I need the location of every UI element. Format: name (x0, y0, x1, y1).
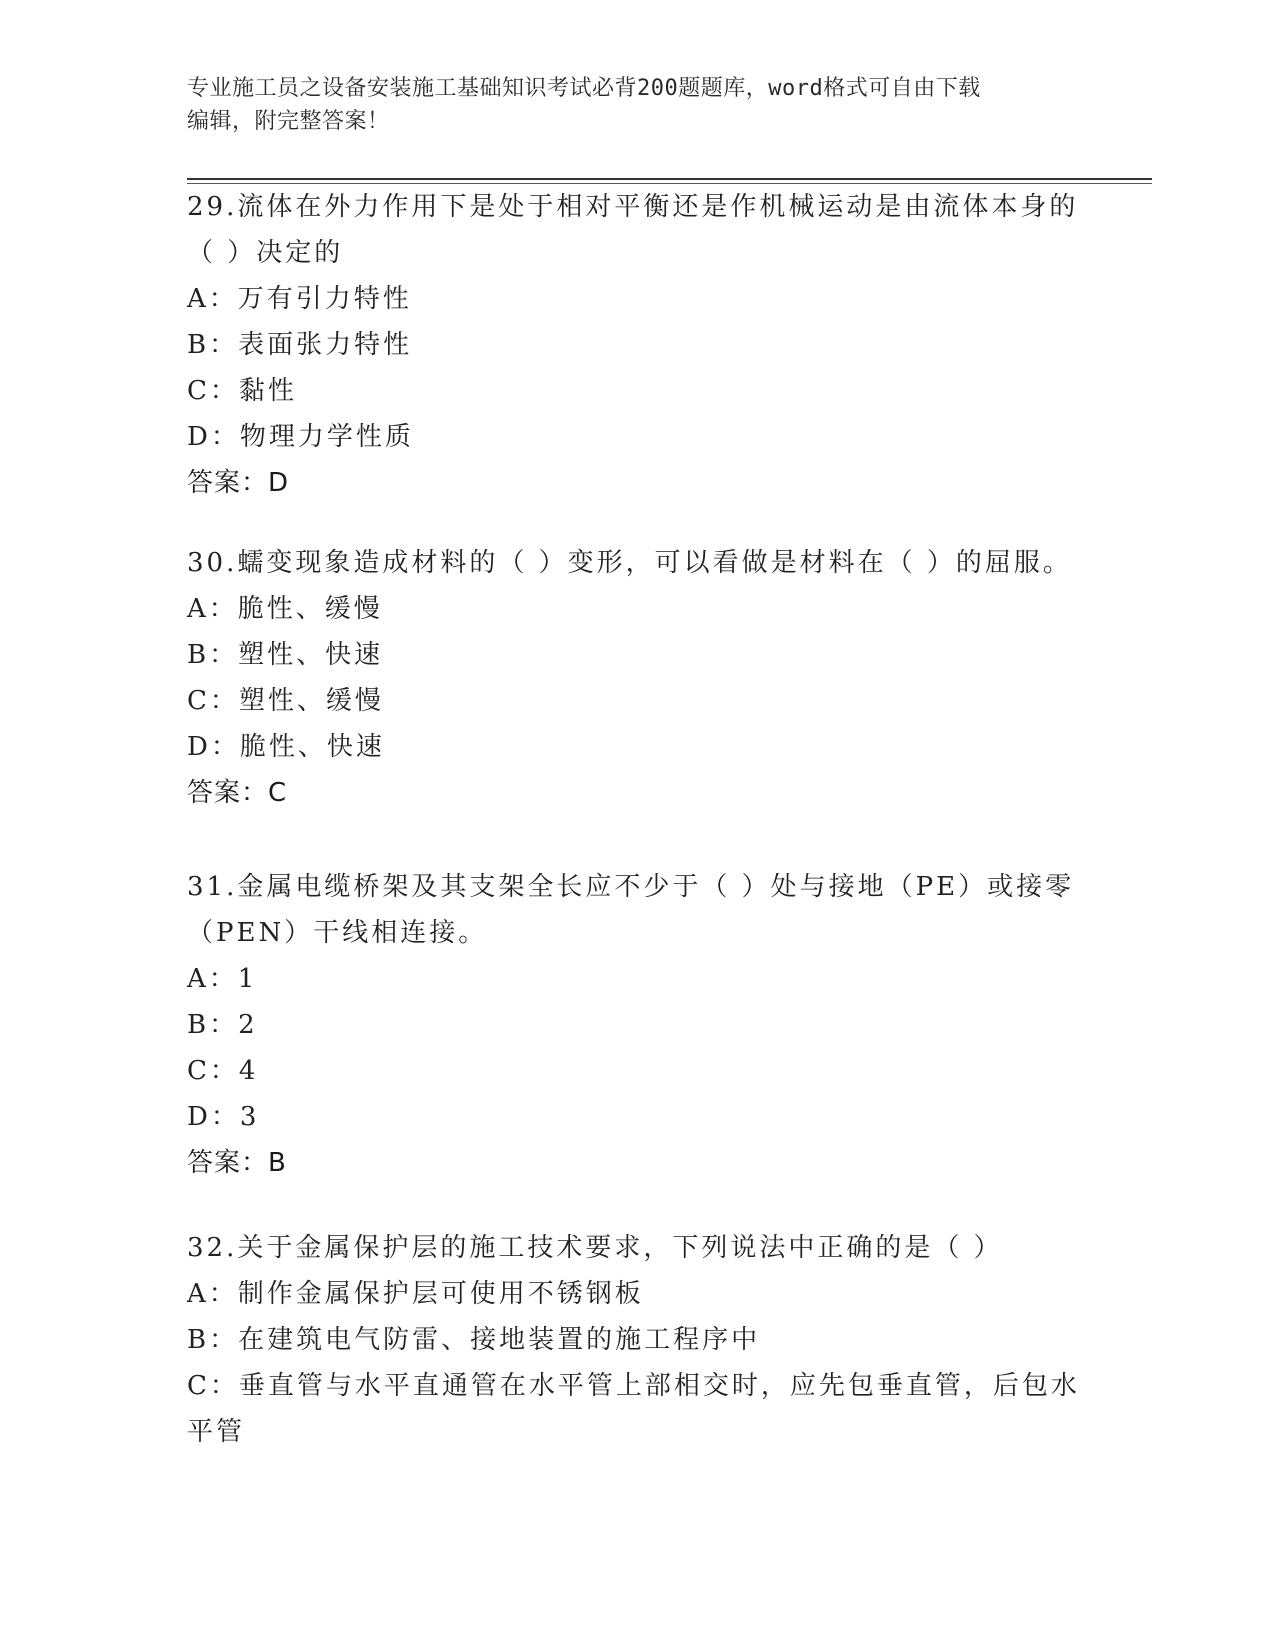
option-d: D：3 (187, 1102, 260, 1132)
question-30 (187, 540, 1087, 816)
answer-label: 答案：D (187, 468, 290, 498)
option-d: D：脆性、快速 (187, 732, 385, 762)
question-stem-line: 31.金属电缆桥架及其支架全长应不少于（ ）处与接地（PE）或接零 (187, 872, 1075, 902)
question-32 (187, 1225, 1087, 1455)
question-29 (187, 184, 1087, 506)
document-header (187, 72, 1077, 138)
question-stem-line: 32.关于金属保护层的施工技术要求，下列说法中正确的是（ ） (187, 1233, 1003, 1263)
header-divider-top (187, 178, 1152, 180)
answer-label: 答案：B (187, 1148, 287, 1178)
option-b: B：2 (187, 1010, 258, 1040)
header-title-line-2: 编辑，附完整答案！ (187, 109, 390, 134)
option-d: D：物理力学性质 (187, 422, 414, 452)
header-title-line-1: 专业施工员之设备安装施工基础知识考试必背200题题库，word格式可自由下载 (187, 76, 981, 101)
option-c: C：塑性、缓慢 (187, 686, 384, 716)
option-c-continued: 平管 (187, 1417, 246, 1447)
question-stem-line: 29.流体在外力作用下是处于相对平衡还是作机械运动是由流体本身的 (187, 192, 1079, 222)
question-stem-line: （PEN）干线相连接。 (187, 918, 488, 948)
option-c: C：垂直管与水平直通管在水平管上部相交时，应先包垂直管，后包水 (187, 1371, 1080, 1401)
answer-label: 答案：C (187, 778, 288, 808)
option-a: A：1 (187, 964, 258, 994)
option-c: C：4 (187, 1056, 259, 1086)
option-b: B：表面张力特性 (187, 330, 413, 360)
question-stem-line: （ ）决定的 (187, 238, 344, 268)
option-b: B：塑性、快速 (187, 640, 384, 670)
question-31 (187, 864, 1087, 1186)
option-c: C：黏性 (187, 376, 297, 406)
option-a: A：万有引力特性 (187, 284, 412, 314)
option-a: A：脆性、缓慢 (187, 594, 383, 624)
option-b: B：在建筑电气防雷、接地装置的施工程序中 (187, 1325, 761, 1355)
option-a: A：制作金属保护层可使用不锈钢板 (187, 1279, 644, 1309)
question-stem-line: 30.蠕变现象造成材料的（ ）变形，可以看做是材料在（ ）的屈服。 (187, 548, 1072, 578)
